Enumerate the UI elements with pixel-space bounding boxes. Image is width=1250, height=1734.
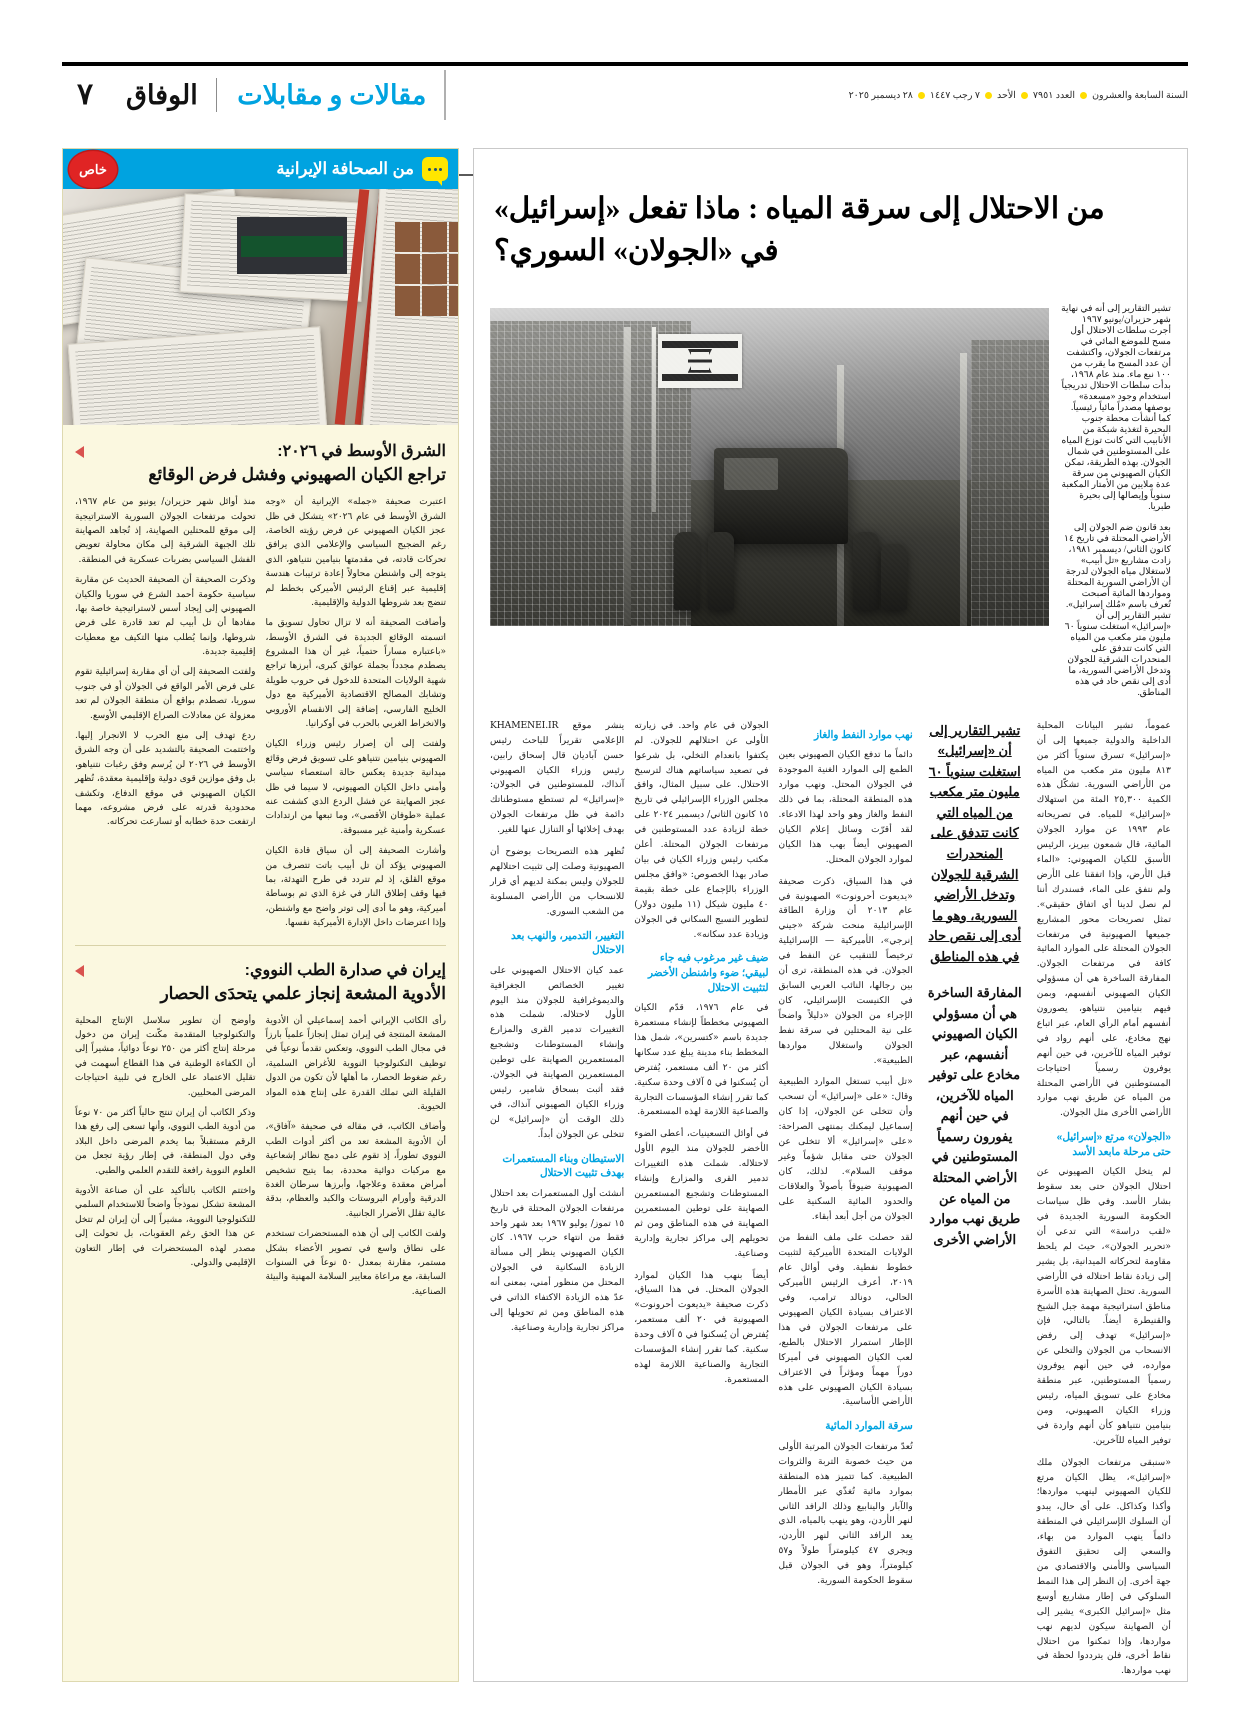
paragraph: منذ أوائل شهر حزيران/ يونيو من عام ١٩٦٧، تحولت مرتفعات الجولان السورية الاستراتيجية إلى موقع للمحتلين الصهاينة، إذ تُجاهد الصهاينة تلك الجبهة الشرقية إلى مكان محاولة تعويض الفشل السياسي بضربات عسكرية في المنطقة.: [75, 497, 256, 565]
article-column-4: [490, 719, 624, 1343]
article-column-1: [1037, 719, 1171, 1686]
paragraph: واختتم الكاتب بالتأكيد على أن صناعة الأدوية المشعة تشكل نموذجاً واضحاً للاستخدام السلمي للتكنولوجيا النووية، مشيراً إلى أن إيران لم تتخل عن هذا الحق رغم العقوبات، بل تحولت إلى مصدر لهذه المستحضرات في إطار التعاون الإقليمي والدولي.: [75, 1186, 256, 1268]
sidebar-article-2-columns: [75, 1014, 446, 1305]
page-number: ٧: [76, 78, 94, 111]
paragraph: وذكرت الصحيفة أن الصحيفة الحديث عن مقاربة سياسية حكومة أحمد الشرع في سوريا والكيان الصهيوني إلى إيجاد أسس لاستراتيجية خاصة بها، مفادها أن تل أبيب لم تعد قادرة على فرض شروطها، وإنما يُطلب منها التكيف مع معطيات إقليمية جديدة.: [75, 575, 256, 658]
paragraph: عمد كيان الاحتلال الصهيوني على تغيير الخصائص الجغرافية والديموغرافية للجولان منذ اليوم الأول لاحتلاله. شملت هذه التغييرات تدمير القرى والمزارع وإنشاء المستوطنات وتشجيع المستعمرين الصهاينة على توطين المستعمرين الصهاينة في الجولان. فقد أثبت بسحاق شامير، رئيس وزراء الكيان الصهيوني آنذاك، في ذلك الوقت أن «إسرائيل» لن تتخلى عن الجولان أبداً.: [490, 964, 625, 1140]
paragraph: الجولان في عام واحد. في زيارته الأولى عن احتلالهم للجولان. لم يكتفوا بانعدام التخلي، بل شرعوا في تصعيد سياساتهم هناك لترسيخ الاحتلال. على سبيل المثال، وافق مجلس الوزراء الإسرائيلي في تاريخ ١٥ كانون الثاني/ ديسمبر ٢٠٢٤ على خطة لزيادة عدد المستوطنين في مرتفعات الجولان المحتلة. أعلن مكتب رئيس وزراء الكيان في بيان صادر بهذا الخصوص: «وافق مجلس الوزراء بالإجماع على خطة بقيمة ٤٠ مليون شيكل (١١ مليون دولار) لتطوير النسيج السكاني في الجولان وزيادة عدد سكانه».: [634, 719, 769, 940]
meta-weekday: الأحد: [997, 90, 1016, 101]
bullet-dot-icon: [918, 92, 925, 99]
sidebar-article-1-column-2: [75, 495, 256, 936]
paragraph: لم يتخل الكيان الصهيوني عن احتلال الجولان حتى بعد سقوط بشار الأسد. وفي ظل سياسات الحكومة السورية الجديدة في «لقب دراسة» التي تدعي أن «تحرير الجولان»، حيث لم يلحظ مقاومة لتحركاته الميدانية، بل يشير إلى زيادة نقاط احتلاله في الأراضي السورية. تحتل الصهاينة هذه الأسرة مناطق استراتيجية مهمة جبل الشيخ والقنيطرة أيضاً. بالتالي، فإن «إسرائيل» تهدف إلى رفض الانسحاب من الجولان والتخلي عن موارده، في حين أنهم يوفرون رسمياً المستوطنين، عبر منطقة مخادع على تسويق المياه، رئيس وزراء الكيان الصهيوني، ومن بنيامين نتنياهو كأن أنهم واردة في توفير المياه للآخرين.: [1036, 1166, 1171, 1446]
masthead-divider-1: [216, 78, 218, 112]
paragraph: في هذا السياق، ذكرت صحيفة «يديعوت أحرونوت» الصهيونية في عام ٢٠١٣ أن وزارة الطاقة الإسرائيلية منحت شركة «جيني إنرجي»، الأميركية — الإسرائيلية ترخيصاً للتنقيب عن النفط في الجولان. في هذه المنطقة، ترى أن بين رجالها، النائب العربي السابق في الكنيست الإسرائيلي، كان الإجراء من الجولان «دليلاً واضحاً على نية المحتلين في سرقة نفط الجولان واستغلال مواردها الطبيعية».: [778, 875, 913, 1066]
article-pullquotes: [923, 719, 1027, 1250]
newspaper-sheet: [68, 327, 327, 425]
sidebar-photo: [63, 189, 458, 425]
paragraph: ولفتت إلى أن إصرار رئيس وزراء الكيان الصهيوني بنيامين نتنياهو على تسويق فرض وقائع ميدانية جديدة يعكس حالة استعصاء سياسي وأمني داخل الكيان الصهيوني، لا سيما في ظل عجز الصهاينة عن فشل الردع الذي كشفت عنه عملية «طوفان الأقصى»، وما تبعها من ارتدادات عسكرية وأمنية غير مسبوقة.: [265, 739, 446, 836]
sidebar-article-1-title: [75, 441, 446, 487]
meta-issue: العدد ٧٩٥١: [1032, 90, 1076, 101]
bullet-dot-icon: [1080, 92, 1087, 99]
meta-gregorian-date: ٢٨ ديسمبر ٢٠٢٥: [848, 90, 913, 101]
paragraph: لقد حصلت على ملف النفط من الولايات المتحدة الأميركية لتثبيت خطوط نفطية. وفي أوائل عام ٢٠١٩، أعرف الرئيس الأميركي الحالي، دونالد ترامب، وفي الاعتراف بسيادة الكيان الصهيوني على مرتفعات الجولان في هذا الإطار استمرار الاحتلال بالطبع، لعب الكيان الصهيوني في أميركا دوراً مهماً ومؤثراً في الاعتراف بسيادة الكيان الصهيوني على هذه الأراضي الأساسية.: [778, 1232, 913, 1408]
masthead: [62, 62, 1188, 124]
article-column-2: [779, 719, 913, 1596]
paragraph: عموماً، تشير البيانات المحلية الداخلية والدولية جميعها إلى أن «إسرائيل» تسرق سنوياً أكثر من ٨١٣ مليون متر مكعب من المياه من الأراضي السورية. تشكّل هذه الكمية ٢٥,٣٠٠ المئة من استهلاك «إسرائيل» للمياه. في تصريحاته عام ١٩٩٣ عن موارد الجولان المائية، قال شمعون بيريز، الرئيس الأسبق للكيان الصهيوني: «الماء قبل الأرض، وإذا اتفقنا على الأرض ولم نتفق على الماء، فسندرك أننا لم نصل لدينا أي اتفاق حقيقي». تمثل تصريحات محور المشاريع جميعها الصهيونية في مرتفعات الجولان المحتلة على الموارد المائية كافة في مرتفعات الجولان. المفارقة الساخرة هي أن مسؤولي الكيان الصهيوني أنفسهم، وبمن فيهم بنيامين نتنياهو، يصورون أنفسهم أمام الرأي العام، عبر اتباع نهج مخادع، على أنهم رواد في توفير المياه للآخرين، في حين أنهم يوفرون رسمياً احتياجات المستوطنين في الأراضي المحتلة من المياه عن طريق نهب موارد الأراضي الأخرى مثل الجولان.: [1036, 719, 1171, 1119]
paragraph: ولفتت الصحيفة إلى أن أي مقاربة إسرائيلية تقوم على فرض الأمر الواقع في الجولان أو في جنوب سوريا، تصطدم بواقع أن منطقة الجولان لم تعد معزولة عن معادلات الصراع الإقليمي الأوسع.: [75, 667, 256, 721]
headline-line-2: في «الجولان» السوري؟: [494, 234, 779, 267]
meta-year: السنة السابعة والعشرون: [1092, 90, 1188, 101]
paragraph: وأشارت الصحيفة إلى أن سياق قادة الكيان الصهيوني يؤكد أن تل أبيب باتت تتصرف من موقع القلق، إذ لم تتردد في طرح التهدئة، بما فيها وقف إطلاق النار في غزة الذي تم بوساطة أميركية، وهو ما أدى إلى توتر واضح مع واشنطن، وإذا اعترضات داخل الإدارة الأميركية نفسها.: [265, 846, 446, 929]
newspaper-portrait-grid: [395, 222, 458, 316]
article-body: [490, 719, 1171, 1686]
bullet-dot-icon: [1021, 92, 1028, 99]
page-content: [62, 148, 1188, 1682]
paragraph: ينشر موقع KHAMENEI.IR الإعلامي تقريراً للباحث رئيس حسن آبادیان قال إسحاق رابين، رئيس وزراء الكيان الصهيوني آنذاك، للمستوطنين في الجولان: «إسرائيل» لم تستطع مستوطناتك دائمة في ظل مرتفعات الجولان بهدف إخلائها أو التنازل عنها للغير.: [490, 719, 625, 836]
iranian-press-sidebar: [62, 148, 459, 1682]
special-badge: خاص: [71, 153, 115, 186]
pullquote-2: المفارقة الساخرة هي أن مسؤولي الكيان الصهيوني أنفسهم، عبر مخادع على توفير المياه للآخرين، في حين أنهم يفورون رسمياً المستوطنين في الأراضي المحتلة من المياه عن طريق نهب موارد الأراضي الأخرى: [927, 985, 1022, 1247]
issue-metadata: [460, 90, 1188, 101]
pullquote-1: تشير التقارير إلى أن «إسرائيل» استغلت سنوياً ٦٠ مليون متر مكعب من المياه التي كانت تتدفق على المنحدرات الشرقية للجولان وتدخل الأراضي السورية، وهو ما أدى إلى نقص حاد في هذه المناطق: [928, 722, 1022, 964]
article-column-3: [634, 719, 768, 1395]
article-subheading: ضيف غير مرغوب فيه جاء لبيقي؛ ضوء واشنطن الأخضر لتثبيت الاحتلال: [647, 953, 769, 994]
main-article: [473, 148, 1188, 1682]
article-subheading: الاستيطان وبناء المستعمرات بهدف تثبيت الاحتلال: [502, 1153, 625, 1180]
paragraph: وأوضح أن تطوير سلاسل الإنتاج المحلية والتكنولوجيا المتقدمة مكّنت إيران من دخول مرحلة إنتاج أكثر من ٢٥٠ نوعاً دوائياً، مشيراً إلى أن الكفاءة الوطنية في هذا القطاع أسهمت في تقليل الاعتماد على الخارج في تلبية احتياجات المرضى المحليين.: [75, 1015, 256, 1098]
sidebar-article-1-columns: [75, 495, 446, 936]
paragraph: «سنبقى مرتفعات الجولان ملك «إسرائيل»، يظل الكيان مرتع للكيان الصهيوني لينهب مواردها؛ وأكذا وكذاكل. على أي حال، يبدو أن السلوك الإسرائيلي في المنطقة دائماً ينهب الموارد من بهاء، والسعي إلى تحقيق التفوق السياسي والأمني والاقتصادي من جهة أخرى. إن النظر إلى هذا النمط السلوكي في إطار مشاريع أوسع مثل «إسرائيل الكبرى» يشير إلى أن الصهاينة سيكون لديهم نهب مواردها، وإذا تمكنوا من احتلال نقاط أخرى، فلن يترددوا لحظة في نهب مواردها.: [1036, 1456, 1171, 1677]
paragraph: أيضاً بنهب هذا الكيان لموارد الجولان المحتل. في هذا السياق، ذكرت صحيفة «يديعوت أحرونوت» الصهيونية في ٢٠ ألف مستعمر، يُفترض أن يُسكنوا في ٥ آلاف وحدة سكنية. كما تقرر إنشاء المؤسسات التجارية والصناعية اللازمة لهذه المستعمرة.: [634, 1269, 769, 1385]
column-gutter: [459, 148, 473, 1682]
sidebar-header: [63, 149, 458, 189]
article-photo: [490, 308, 1049, 626]
sidebar-body: [63, 425, 458, 1681]
sidebar-article-2-column-1: [266, 1014, 447, 1305]
lead-paragraph-1: تشير التقارير إلى أنه في نهاية شهر حزيران/يونيو ١٩٦٧ أجرت سلطات الاحتلال أول مسح للموضع المائي في مرتفعات الجولان، واكتشفت أن عدد المسح ما يقرب من ١٠٠ نبع ماء. منذ عام ١٩٦٨، بدأت سلطات الاحتلال تدريجياً استخدام وجود «مسعدة» بوصفها مصدراً مائياً رئيسياً. كما أنشأت محطة جنوب البحيرة لتغذية شبكة من الأنابيب التي كانت توزع المياه على المستوطنين في شمال الجولان. بهذه الطريقة، تمكن الكيان الصهيوني من سرقة عدة ملايين من الأمتار المكعبة سنوياً وإيصالها إلى بحيرة طبريا.: [1061, 303, 1171, 512]
paragraph: أنشئت أول المستعمرات بعد احتلال مرتفعات الجولان المحتلة في تاريخ ١٥ تموز/ يوليو ١٩٦٧ بعد شهر واحد فقط من انتهاء حرب ١٩٦٧. كان الكيان الصهيوني ينظر إلى مسألة الزيادة السكانية في الجولان المحتل من منظور أمني، بمعنى أنه عدّ هذه الزيادة الاكتفاء الذاتي في هذه المناطق ومن ثم تحويلها إلى مراكز تجارية وإدارية وصناعية.: [490, 1187, 625, 1333]
triangle-bullet-icon: [75, 965, 84, 977]
article-subheading: نهب موارد النفط والغاز: [814, 729, 913, 741]
headline-line-1: من الاحتلال إلى سرقة المياه : ماذا تفعل «إسرائيل»: [494, 192, 1105, 225]
paragraph: «تل أبيب تستغل الموارد الطبيعية وقال: «على «إسرائيل» أن تسحب وأن تتخلى عن الجولان، إذا كان إسماعيل ليمكنك بمنتهى الصراحة: «على «إسرائيل» ألا تتخلى عن الجولان حتى مقابل شؤماً وغير موقف السلام». لذلك، كان الصهيونية ضيوفاً بأصولاً والعلاقات والحدود المائية السكنية على الجولان من أجل أبعد أبقاء.: [778, 1076, 913, 1222]
sidebar-article-1-title-line-1: الشرق الأوسط في ٢٠٢٦:: [277, 443, 446, 460]
article-subheading: التغيير، التدمير، والنهب بعد الاحتلال: [511, 930, 625, 957]
sidebar-divider: [75, 945, 446, 946]
sidebar-header-title: من الصحافة الإيرانية: [276, 160, 414, 178]
paragraph: وذكر الكاتب أن إيران تنتج حالياً أكثر من ٧٠ نوعاً من أدوية الطب النووي، وأنها تسعى إلى رفع هذا الرقم مستقبلاً بما يخدم المرضى داخل البلاد وفي دول المنطقة، في إطار رؤية تجعل من العلوم النووية رافعة للتقدم العلمي والطبي.: [75, 1108, 256, 1176]
sidebar-article-2-column-2: [75, 1014, 256, 1305]
sidebar-article-1-column-1: [266, 495, 447, 936]
chat-bubble-icon: [422, 157, 448, 181]
sidebar-article-1-title-line-2: تراجع الكيان الصهيوني وفشل فرض الوقائع: [148, 465, 446, 485]
paragraph: اعتبرت صحيفة «جمله» الإيرانية أن «وجه الشرق الأوسط في عام ٢٠٢٦» يتشكل في ظل عجز الكيان الصهيوني عن فرض رؤيته الخاصة، رغم الضجيج السياسي والإعلامي الذي يرافق تحركات قادته، في مقدمتها بنيامين نتنياهو، الذي يتوجه إلى واشنطن محاولاً إعادة ترتيبات هندسة إقليمية عبر إقناع الرئيس الأميركي بخطط لم تنضج بعد شروطها الدولية والإقليمية.: [265, 497, 446, 608]
paragraph: وأضاف الكاتب، في مقاله في صحيفة «آفاق»، أن الأدوية المشعة تعد من أكثر أدوات الطب النووي تطوراً، إذ تقوم على دمج نظائر إشعاعية مع مركبات دوائية محددة، بما يتيح تشخيص أمراض معقدة وعلاجها، وأبرزها سرطان الغدة الدرقية وأورام البروستات والكبد والعظام، بدقة عالية تقلل الأضرار الجانبية.: [265, 1122, 446, 1219]
paragraph: ولفت الكاتب إلى أن هذه المستحضرات تستخدم على نطاق واسع في تصوير الأعضاء بشكل مستمر، مقارنة بمعدل ٥٠ نوعاً في السنوات السابقة، مع مراعاة معايير السلامة المهنية والبيئة الصناعية.: [265, 1229, 447, 1297]
meta-hijri-date: ٧ رجب ١٤٤٧: [929, 90, 980, 101]
paragraph: ردع تهدف إلى منع الحرب لا الانجرار إليها. واختتمت الصحيفة بالتشديد على أن وجه الشرق الأوسط في ٢٠٢٦ لن يُرسم وفق رغبات نتنياهو، بل وفق موازين قوى دولية وإقليمية معقدة، تُظهر الكيان الصهيوني في موقع الدفاع، وتكشف محدودية قدرته على فرض مشروعه، مهما ارتفعت حدة خطابه أو تسارعت تحركاته.: [75, 731, 256, 828]
paragraph: دائماً ما تدفع الكيان الصهيوني بعين الطمع إلى الموارد الغنية الموجودة في الجولان المحتل. ونهب موارد هذه المنطقة المحتلة، بما في ذلك النفط والغاز وهو واحد لهذا الادعاء. لقد أقرّت وسائل إعلام الكيان الصهيوني أيضاً بهب هذا الكيان لموارد الجولان المحتل.: [778, 749, 913, 865]
paragraph: رأى الكاتب الإيراني أحمد إسماعيلي أن الأدوية المشعة المنتجة في إيران تمثل إنجازاً علمياً بارزاً في مجال الطب النووي، وتعكس تقدماً نوعياً في توظيف التكنولوجيا النووية للأغراض السلمية، رغم ضغوط الحصار، ما أهلها لأن تكون من الدول القليلة التي تملك القدرة على إنتاج هذه المواد الحيوية.: [265, 1015, 446, 1113]
sidebar-article-2-title-line-2: الأدوية المشعة إنجاز علمي يتحدَى الحصار: [160, 983, 446, 1003]
paragraph: وأضافت الصحيفة أنه لا تزال تحاول تسويق ما اتسمته الوقائع الجديدة في الشرق الأوسط، «باعتباره مساراً حتمياً، غير أن هذا المشروع يصطدم مجدداً بجملة عوائق كبرى، أبرزها تراجع شهية الولايات المتحدة للدخول في حروب طويلة وتشابك المصالح الاقتصادية الأميركية مع دول الخليج الفارسي، إضافة إلى الانقسام الأوروبي والانخراط الغربي بالحرب في أوكرانيا.: [265, 618, 446, 730]
newspaper-green-band: [241, 236, 344, 257]
paragraph: في عام ١٩٧٦، قدّم الكيان الصهيوني مخططاً لإنشاء مستعمرة جديدة باسم «كتسرين»، شمل هذا المخطط بناء مدينة يبلغ عدد سكانها أكثر من ٢٠ ألف مستعمر، يُفترض أن يُسكنوا في ٥ آلاف وحدة سكنية. كما تقرر إنشاء المؤسسات التجارية والصناعية اللازمة لهذه المستعمرة.: [634, 1002, 769, 1118]
publication-name: الوفاق: [126, 79, 198, 110]
sidebar-article-2-title-line-1: إيران في صدارة الطب النووي:: [244, 961, 446, 979]
article-headline: [490, 183, 1171, 275]
photo-grain-overlay: [490, 308, 1049, 626]
article-lead-column: [1059, 294, 1171, 707]
paragraph: في أوائل التسعينيات، أعطى الضوء الأخضر للجولان منذ اليوم الأول لاحتلاله. شملت هذه التغييرات تدمير القرى والمزارع وإنشاء المستوطنات وتشجيع المستعمرين الصهاينة على توطين المستعمرين الصهاينة في هذه المناطق ومن ثم تحويلهم إلى مراكز تجارية وإدارية وصناعية.: [634, 1128, 769, 1259]
paragraph: تُعدّ مرتفعات الجولان المرتبة الأولى من حيث خصوبة التربة والثروات الطبيعية. كما تتميز هذه المنطقة بموارد مائية تُغذّي عبر الأمطار والآبار والينابيع وذلك الرافد الثاني لنهر الأردن، وهو ينهب بالمياه، الذي يعد الرافد الثاني لنهر الأردن، ويجري ٤٧ كيلومتراً طولاً و٥٧ كيلومتراً، وهو في الجولان قبل سقوط الحكومة السورية.: [778, 1440, 913, 1587]
lead-paragraph-2: بعد قانون ضم الجولان إلى الأراضي المحتلة في تاريخ ١٤ كانون الثاني/ ديسمبر ١٩٨١، زادت مشاريع «تل أبيب» لاستغلال مياه الجولان لدرجة أن الأراضي السورية المحتلة ومواردها المائية أصبحت تُعرف باسم «مُلك إسرائيل». تشير التقارير إلى أن «إسرائيل» استغلت سنوياً ٦٠ مليون متر مكعب من المياه التي كانت تتدفق على المنحدرات الشرقية للجولان وتدخل الأراضي السورية، ما أدى إلى نقص حاد في هذه المناطق.: [1064, 521, 1171, 697]
article-subheading: «الجولان» مرتع «إسرائيل» حتى مرحلة مابعد الأسد: [1056, 1132, 1171, 1158]
bullet-dot-icon: [985, 92, 992, 99]
article-subheading: سرقة الموارد المائية: [825, 1421, 913, 1433]
triangle-bullet-icon: [75, 446, 84, 458]
paragraph: تُظهر هذه التصريحات بوضوح أن الصهيونية وصلت إلى تثبيت احتلالهم للجولان وليس بمكنة لديهم أي قرار للانسحاب من الأراضي المسلوبة من الشعب السوري.: [490, 846, 625, 917]
sidebar-article-2-title: [75, 960, 446, 1006]
masthead-divider-2: [444, 70, 446, 120]
section-title: مقالات و مقابلات: [237, 79, 427, 110]
